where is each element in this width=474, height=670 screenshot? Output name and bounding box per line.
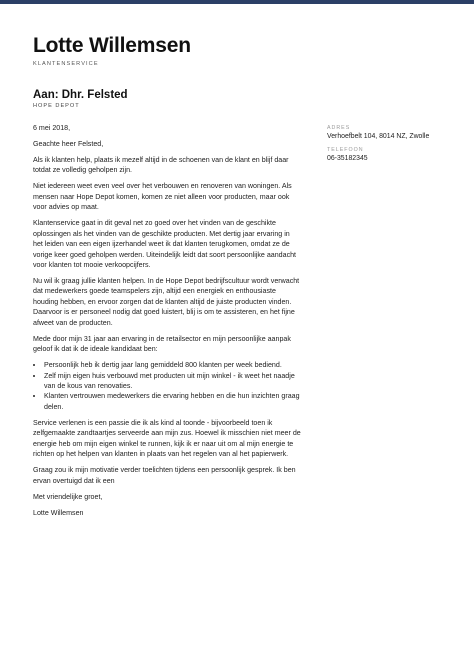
letter-signature: Lotte Willemsen: [33, 508, 84, 517]
recipient-company: HOPE DEPOT: [33, 103, 80, 109]
letter-paragraph: Service verlenen is een passie die ik als kind al toonde - bijvoorbeeld toen ik zelfgemaakte zandtaartjes serveerde aan mijn zus. Hoewel ik misschien niet meer de energie heb om mijn eigen winkel te runnen, kijk ik er naar uit om al mijn energie te richten op het helpen van klanten in plaats van het regelen van al het papierwerk.: [33, 418, 301, 459]
letter-date: 6 mei 2018,: [33, 124, 71, 132]
list-item: • Zelf mijn eigen huis verbouwd met producten uit mijn winkel - ik weet het naadje van de kous van renovaties.: [44, 371, 301, 392]
letter-salutation: Geachte heer Felsted,: [33, 139, 104, 148]
list-item: • Persoonlijk heb ik dertig jaar lang gemiddeld 800 klanten per week bediend.: [44, 360, 301, 370]
recipient-line: Aan: Dhr. Felsted: [33, 89, 128, 101]
letter-paragraph: Nu wil ik graag jullie klanten helpen. In de Hope Depot bedrijfscultuur wordt verwacht dat medewerkers goede teamspelers zijn, altijd een energiek en enthousiaste houding hebben, en ervoor zorgen dat de klanten altijd de juiste producten vinden. Daarvoor is er personeel nodig dat goed luistert, blij is om te assisteren, en het fijne afweet van de producten.: [33, 276, 300, 327]
qualification-list: [33, 360, 301, 412]
applicant-name: Lotte Willemsen: [33, 34, 191, 57]
letter-paragraph: Niet iedereen weet even veel over het verbouwen en renoveren van woningen. Als mensen naar Hope Depot komen, komen ze niet alleen voor producten, maar ook voor advies op maat.: [33, 182, 292, 212]
letter-paragraph: Graag zou ik mijn motivatie verder toelichten tijdens een persoonlijk gesprek. Ik ben ervan overtuigd dat ik een: [33, 466, 296, 485]
list-item: • Klanten vertrouwen medewerkers die ervaring hebben en die hun inzichten graag delen.: [44, 391, 301, 412]
applicant-role: KLANTENSERVICE: [33, 61, 99, 67]
letter-paragraph: Als ik klanten help, plaats ik mezelf altijd in de schoenen van de klant en blijf daar totdat ze volledig geholpen zijn.: [33, 155, 289, 175]
contact-sidebar: [327, 124, 462, 168]
letter-body: [33, 123, 301, 524]
address-label: ADRES: [327, 125, 351, 131]
letter-closing: Met vriendelijke groet,: [33, 492, 103, 501]
phone-label: TELEFOON: [327, 147, 364, 153]
phone-value: 06-35182345: [327, 155, 368, 162]
top-accent-bar: [0, 0, 474, 4]
address-value: Verhoefbelt 104, 8014 NZ, Zwolle: [327, 133, 430, 140]
letter-paragraph: Klantenservice gaat in dit geval net zo goed over het vinden van de geschikte oplossingen als het vinden van de geschikte producten. Met dertig jaar ervaring in het leiden van een eigen ijzerhandel weet ik dat klanten terugkomen, omdat ze de vorige keer goed geholpen werden. Uiteindelijk leidt dat soort persoonlijke aandacht voor klanten tot mooie verkoopcijfers.: [33, 219, 297, 269]
letter-paragraph: Mede door mijn 31 jaar aan ervaring in de retailsector en mijn persoonlijke aanpak geloof ik dat ik de ideale kandidaat ben:: [33, 334, 291, 354]
